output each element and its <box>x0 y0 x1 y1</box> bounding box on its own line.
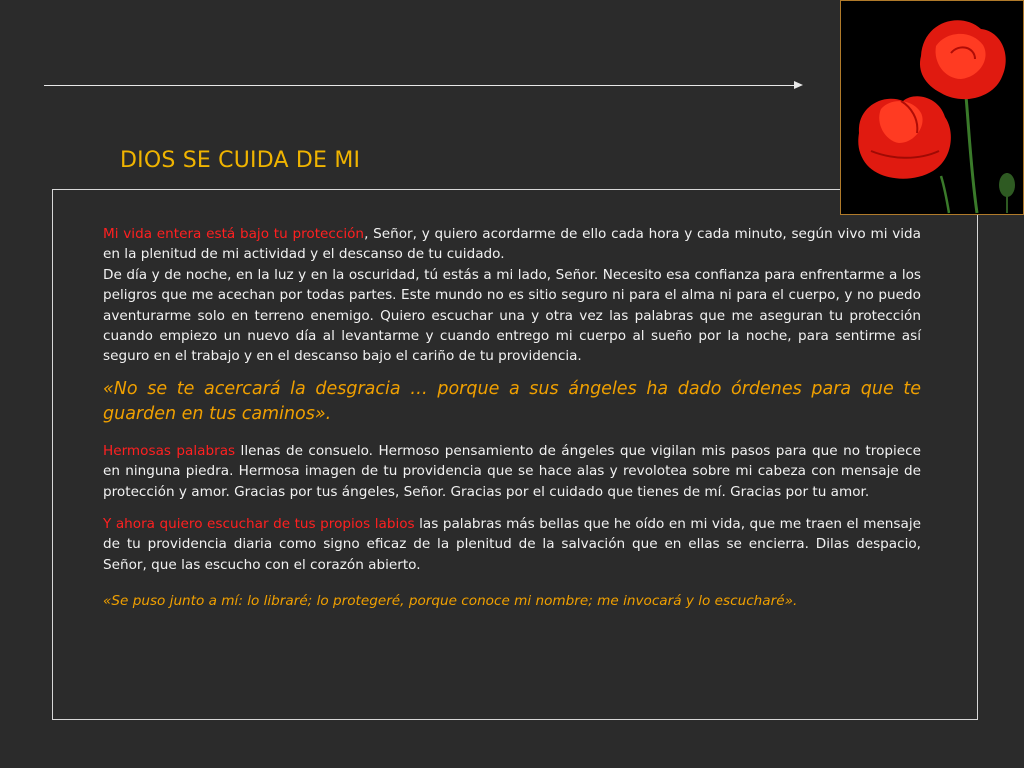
paragraph-4-text: las palabras más bellas que he oído en mi vida, que me traen el mensaje de tu providencia diaria como signo eficaz de la plenitud de la salvación que en ellas se encierra. Dilas despacio, Señor, que las escucho con el corazón abierto. <box>103 516 921 573</box>
highlight-1: Mi vida entera está bajo tu protección <box>103 226 365 242</box>
body-text <box>103 224 921 611</box>
arrow-head-icon <box>794 81 803 89</box>
paragraph-4 <box>103 514 921 575</box>
arrow-line <box>44 85 796 86</box>
poppy-image <box>840 0 1024 215</box>
paragraph-3-text: llenas de consuelo. Hermoso pensamiento de ángeles que vigilan mis pasos para que no tropiece en ninguna piedra. Hermosa imagen de tu providencia que se hace alas y revolotea sobre mi cabeza con mensaje de protección y amor. Gracias por tus ángeles, Señor. Gracias por el cuidado que tienes de mí. Gracias por tu amor. <box>103 442 921 500</box>
highlight-3: Y ahora quiero escuchar de tus propios labios <box>103 516 415 533</box>
paragraph-2: De día y de noche, en la luz y en la oscuridad, tú estás a mi lado, Señor. Necesito esa confianza para enfrentarme a los peligros que me acechan por todas partes. Este mundo no es sitio seguro ni para el alma ni para el cuerpo, y no puedo aventurarme solo en terreno enemigo. Quiero escuchar una y otra vez las palabras que me aseguran tu protección cuando empiezo un nuevo día al levantarme y cuando entrego mi cuerpo al sueño por la noche, para sentirme así seguro en el trabajo y en el descanso bajo el cariño de tu providencia. <box>103 266 921 365</box>
paragraph-1-text: , Señor, y quiero acordarme de ello cada hora y cada minuto, según vivo mi vida en la plenitud de mi actividad y el descanso de tu cuidado. <box>103 226 922 263</box>
quote-1: «No se te acercará la desgracia … porque a sus ángeles ha dado órdenes para que te guarden en tus caminos». <box>103 378 921 424</box>
highlight-2: Hermosas palabras <box>103 442 236 459</box>
page-title: DIOS SE CUIDA DE MI <box>120 148 361 173</box>
paragraph-3 <box>103 441 921 502</box>
paragraph-1 <box>103 224 921 265</box>
quote-2: «Se puso junto a mí: lo libraré; lo protegeré, porque conoce mi nombre; me invocará y lo escucharé». <box>103 593 798 610</box>
poppy-flower-icon <box>841 1 1024 215</box>
